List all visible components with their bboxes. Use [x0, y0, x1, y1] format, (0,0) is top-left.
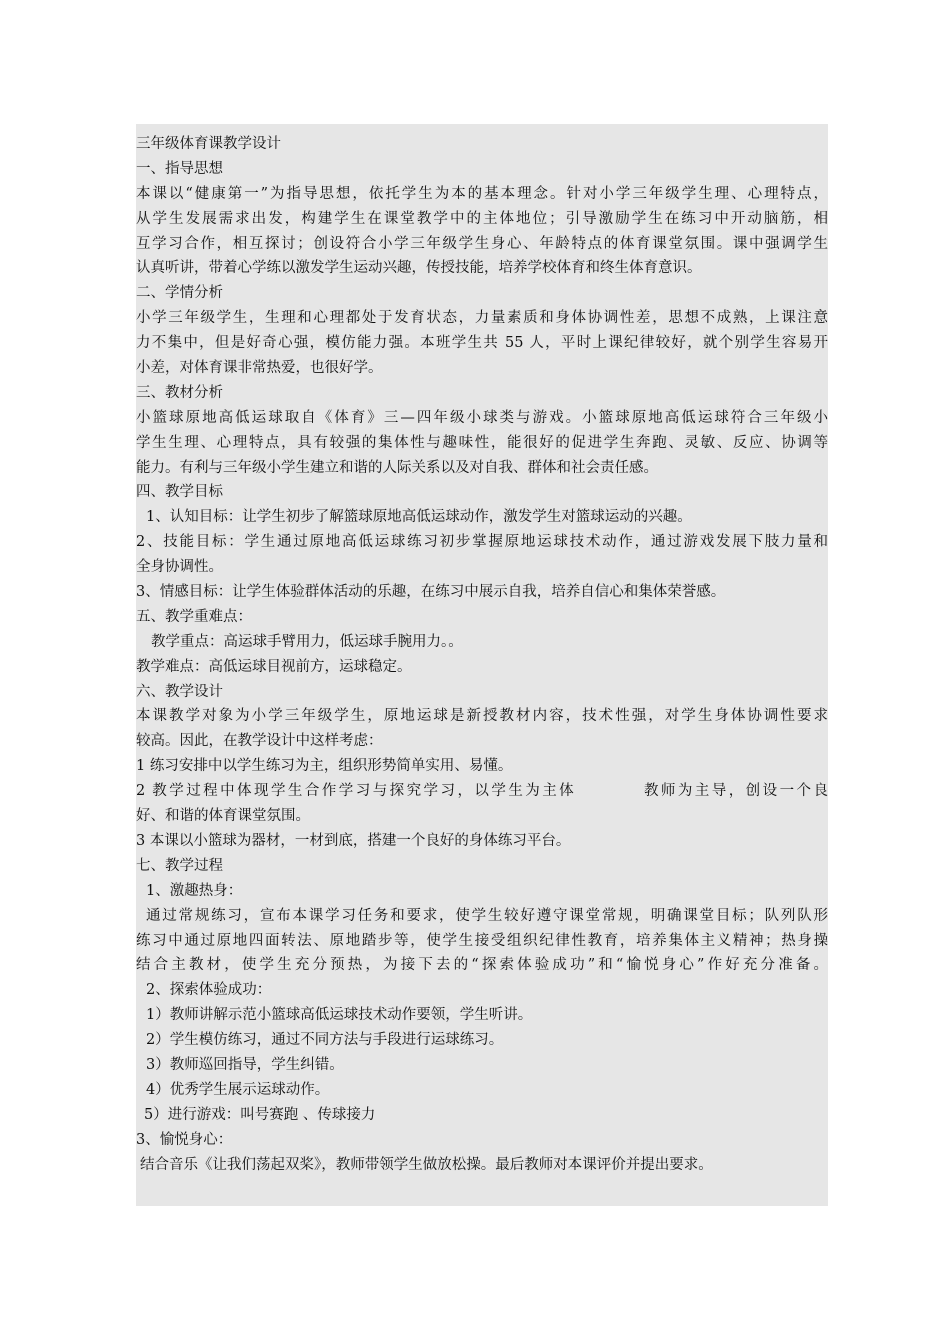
text-line: 力不集中，但是好奇心强，模仿能力强。本班学生共 55 人，平时上课纪律较好，就个别学生容易开 — [136, 335, 828, 352]
text-line: 全身协调性。 — [136, 559, 223, 576]
document-page — [136, 124, 828, 1206]
text-line: 1）教师讲解示范小篮球高低运球技术动作要领，学生听讲。 — [146, 1007, 533, 1024]
text-line: 1、认知目标：让学生初步了解篮球原地高低运球动作，激发学生对篮球运动的兴趣。 — [146, 509, 692, 526]
text-line: 本课以“健康第一”为指导思想，依托学生为本的基本理念。针对小学三年级学生理、心理特点， — [136, 185, 828, 202]
text-line: 二、学情分析 — [136, 285, 223, 302]
text-line: 认真听讲，带着心学练以激发学生运动兴趣，传授技能，培养学校体育和终生体育意识。 — [136, 260, 702, 277]
text-line: 三年级体育课教学设计 — [136, 136, 281, 152]
text-line: 4）优秀学生展示运球动作。 — [146, 1081, 330, 1098]
text-line: 本课教学对象为小学三年级学生，原地运球是新授教材内容，技术性强，对学生身体协调性要求 — [136, 708, 828, 725]
text-line: 3 本课以小篮球为器材，一材到底，搭建一个良好的身体练习平台。 — [136, 832, 571, 849]
text-line: 练习中通过原地四面转法、原地踏步等，使学生接受组织纪律性教育，培养集体主义精神；热身操 — [136, 932, 828, 949]
text-line: 学生生理、心理特点，具有较强的集体性与趣味性，能很好的促进学生奔跑、灵敏、反应、协调等 — [136, 434, 828, 451]
text-line: 教学难点：高低运球目视前方，运球稳定。 — [136, 658, 412, 675]
text-line: 3、情感目标：让学生体验群体活动的乐趣，在练习中展示自我，培养自信心和集体荣誉感。 — [136, 584, 726, 601]
text-line: 教学重点：高运球手臂用力，低运球手腕用力。。 — [151, 633, 463, 650]
text-line: 结合主教材，使学生充分预热，为接下去的“探索体验成功”和“愉悦身心”作好充分准备。 — [136, 957, 828, 974]
text-line: 2、技能目标：学生通过原地高低运球练习初步掌握原地运球技术动作，通过游戏发展下肢力量和 — [136, 534, 828, 551]
text-line: 3）教师巡回指导，学生纠错。 — [146, 1056, 344, 1073]
text-line: 五、教学重难点： — [136, 608, 252, 625]
text-line: 小差，对体育课非常热爱，也很好学。 — [136, 360, 383, 377]
text-line: 四、教学目标 — [136, 484, 223, 501]
text-line: 七、教学过程 — [136, 857, 223, 874]
text-line: 六、教学设计 — [136, 683, 223, 700]
text-line: 2）学生模仿练习，通过不同方法与手段进行运球练习。 — [146, 1032, 504, 1049]
text-line: 3、愉悦身心： — [136, 1131, 233, 1148]
text-line: 好、和谐的体育课堂氛围。 — [136, 808, 310, 825]
text-line: 较高。因此，在教学设计中这样考虑： — [136, 733, 383, 750]
text-line: 2、探索体验成功： — [146, 982, 272, 999]
text-line: 2 教学过程中体现学生合作学习与探究学习，以学生为主体 教师为主导，创设一个良 — [136, 783, 828, 800]
text-line: 通过常规练习，宣布本课学习任务和要求，使学生较好遵守课堂常规，明确课堂目标；队列队形 — [146, 907, 828, 924]
text-line: 小篮球原地高低运球取自《体育》三—四年级小球类与游戏。小篮球原地高低运球符合三年级小 — [136, 409, 828, 426]
text-line: 1、激趣热身： — [146, 882, 243, 899]
text-line: 互学习合作，相互探讨；创设符合小学三年级学生身心、年龄特点的体育课堂氛围。课中强调学生 — [136, 235, 828, 252]
text-line: 三、教材分析 — [136, 384, 223, 401]
text-line: 结合音乐《让我们荡起双桨》，教师带领学生做放松操。最后教师对本课评价并提出要求。 — [140, 1156, 713, 1173]
text-line: 能力。有利与三年级小学生建立和谐的人际关系以及对自我、群体和社会责任感。 — [136, 459, 658, 476]
text-line: 小学三年级学生，生理和心理都处于发育状态，力量素质和身体协调性差，思想不成熟，上课注意 — [136, 310, 828, 327]
text-line: 一、指导思想 — [136, 160, 223, 177]
text-line: 5）进行游戏：叫号赛跑 、传球接力 — [144, 1106, 376, 1123]
text-line: 1 练习安排中以学生练习为主，组织形势简单实用、易懂。 — [136, 758, 513, 775]
text-line: 从学生发展需求出发，构建学生在课堂教学中的主体地位；引导激励学生在练习中开动脑筋，相 — [136, 210, 828, 227]
